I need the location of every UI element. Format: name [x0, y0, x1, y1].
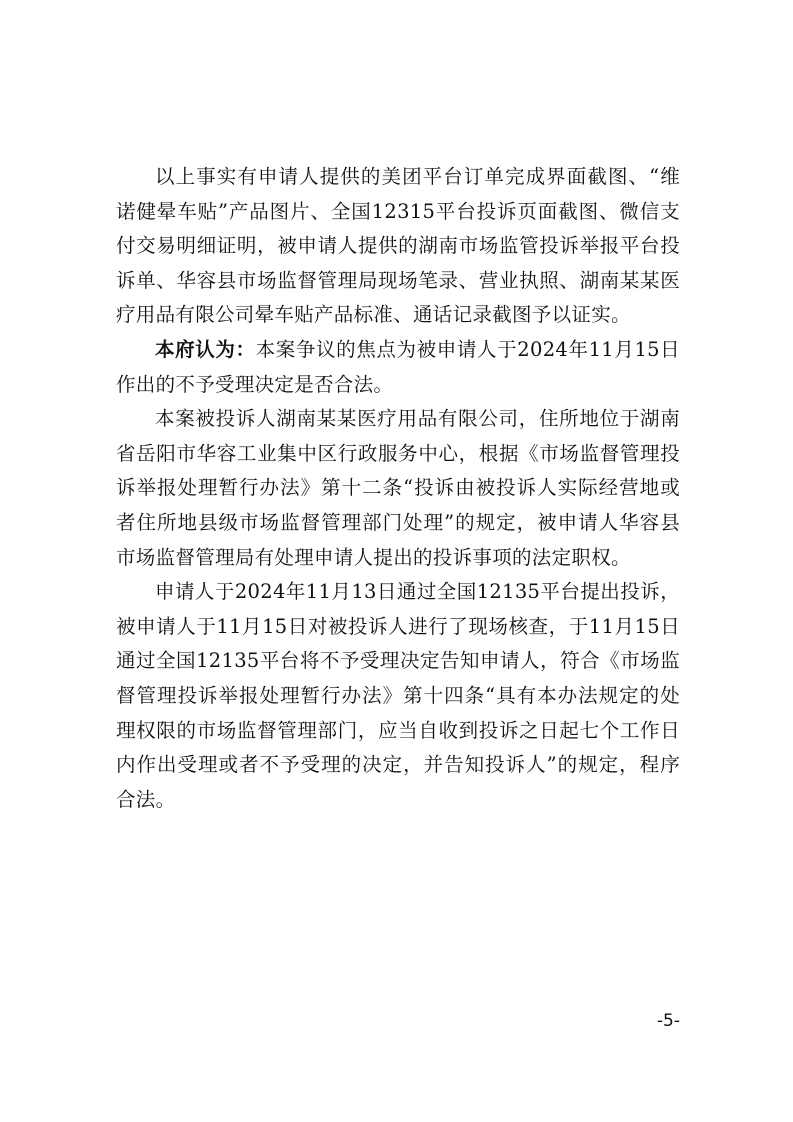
paragraph-jurisdiction: [116, 402, 680, 575]
paragraph-government-opinion: [116, 333, 680, 402]
paragraph-government-opinion-text: 本案争议的焦点为被申请人于2024年11月15日作出的不予受理决定是否合法。: [116, 337, 680, 396]
paragraph-jurisdiction-text: 本案被投诉人湖南某某医疗用品有限公司，住所地位于湖南省岳阳市华容工业集中区行政服务中心，根据《市场监督管理投诉举报处理暂行办法》第十二条“投诉由被投诉人实际经营地或者住所地县级市场监督管理部门处理”的规定，被申请人华容县市场监督管理局有处理申请人提出的投诉事项的法定职权。: [116, 407, 680, 569]
document-body: [116, 160, 680, 817]
paragraph-evidence-text: 以上事实有申请人提供的美团平台订单完成界面截图、“维诺健晕车贴”产品图片、全国12315平台投诉页面截图、微信支付交易明细证明，被申请人提供的湖南市场监管投诉举报平台投诉单、华容县市场监督管理局现场笔录、营业执照、湖南某某医疗用品有限公司晕车贴产品标准、通话记录截图予以证实。: [116, 165, 680, 327]
paragraph-lead-label: 本府认为：: [155, 337, 256, 361]
paragraph-evidence: [116, 160, 680, 333]
paragraph-procedure-text: 申请人于2024年11月13日通过全国12135平台提出投诉，被申请人于11月15日对被投诉人进行了现场核查，于11月15日通过全国12135平台将不予受理决定告知申请人，符合《市场监督管理投诉举报处理暂行办法》第十四条“具有本办法规定的处理权限的市场监督管理部门，应当自收到投诉之日起七个工作日内作出受理或者不予受理的决定，并告知投诉人”的规定，程序合法。: [116, 580, 680, 811]
paragraph-procedure: [116, 575, 680, 817]
page-number: -5-: [656, 1011, 680, 1031]
